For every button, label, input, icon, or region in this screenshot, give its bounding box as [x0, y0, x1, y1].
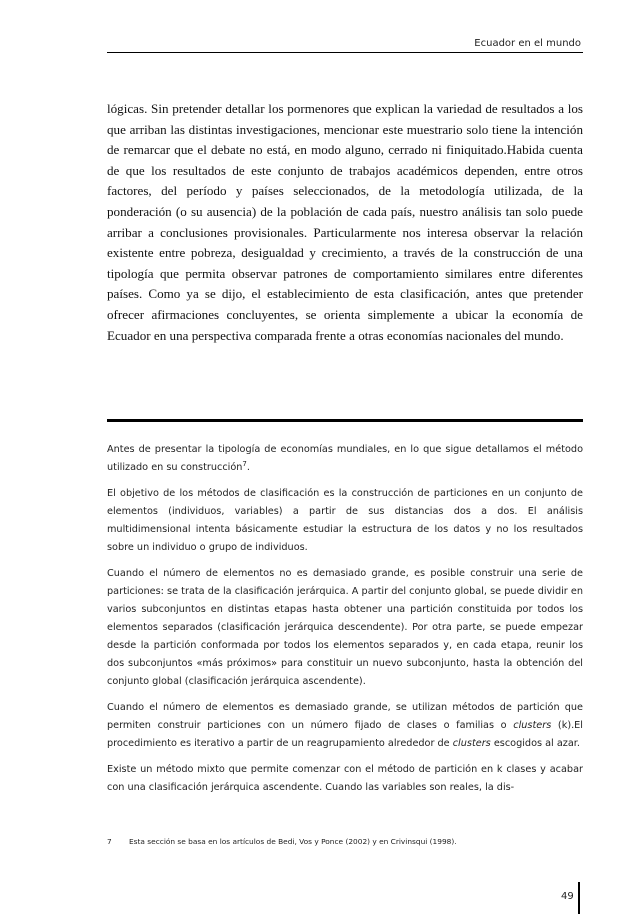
method-paragraph-4: [107, 699, 583, 753]
method-paragraph-1-text: Antes de presentar la tipología de economías mundiales, en lo que sigue detallamos el método utilizado en su construcción: [107, 444, 583, 473]
header-rule: [107, 52, 583, 53]
footnote-number: 7: [107, 837, 112, 846]
intro-paragraph: lógicas. Sin pretender detallar los pormenores que explican la variedad de resultados a los que arriban las distintas investigaciones, mencionar este muestrario solo tiene la intención de remarcar que el debate no está, en modo alguno, cerrado ni finiquitado.Habida cuenta de que los resultados de este conjunto de trabajos académicos dependen, entre otros factores, del período y países seleccionados, de la metodología utilizada, de la ponderación (o su ausencia) de la población de cada país, nuestro análisis tan solo puede arribar a conclusiones provisionales. Particularmente nos interesa observar la relación existente entre pobreza, desigualdad y crecimiento, a través de la construcción de una tipología que permita observar patrones de comportamiento similares entre diferentes países. Como ya se dijo, el establecimiento de esta clasificación, antes que pretender ofrecer afirmaciones concluyentes, se orienta simplemente a ubicar la economía de Ecuador en una perspectiva comparada frente a otras economías nacionales del mundo.: [107, 101, 583, 343]
clusters-term-1: clusters: [513, 720, 552, 731]
footnote: [107, 837, 583, 846]
method-paragraph-5: Existe un método mixto que permite comenzar con el método de partición en k clases y acabar con una clasificación jerárquica ascendente. Cuando las variables son reales, la dis-: [107, 764, 583, 793]
footnote-reference: 7: [242, 459, 247, 468]
method-paragraph-4-b: (k).El procedimiento es iterativo a partir de un reagrupamiento alrededor de: [107, 720, 583, 749]
clusters-term-2: clusters: [452, 738, 491, 749]
footnote-text: Esta sección se basa en los artículos de Bedi, Vos y Ponce (2002) y en Crivinsqui (1998).: [129, 837, 457, 846]
method-paragraph-2: El objetivo de los métodos de clasificación es la construcción de particiones en un conjunto de elementos (individuos, variables) a partir de sus distancias dos a dos. El análisis multidimensional intenta básicamente estudiar la estructura de los datos y no los resultados sobre un individuo o grupo de individuos.: [107, 488, 583, 553]
section-divider: [107, 419, 583, 422]
page-number-bar: [578, 882, 580, 914]
method-paragraph-4-a: Cuando el número de elementos es demasiado grande, se utilizan métodos de partición que permiten construir particiones con un número fijado de clases o familias o: [107, 702, 583, 731]
method-paragraph-4-c: escogidos al azar.: [490, 738, 580, 749]
method-paragraph-1-end: .: [246, 462, 250, 473]
method-section: [107, 441, 583, 805]
page-number: 49: [561, 891, 574, 902]
method-paragraph-3: Cuando el número de elementos no es demasiado grande, es posible construir una serie de particiones: se trata de la clasificación jerárquica. A partir del conjunto global, se puede dividir en varios subconjuntos en distintas etapas hasta obtener una partición constituida por todos los elementos separados (clasificación jerárquica descendente). Por otra parte, se puede empezar desde la partición conformada por todos los elementos separados y, en cada etapa, reunir los dos subconjuntos «más próximos» para constituir un nuevo subconjunto, hasta la obtención del conjunto global (clasificación jerárquica ascendente).: [107, 568, 583, 687]
method-paragraph-1: [107, 441, 583, 477]
running-header: Ecuador en el mundo: [474, 38, 581, 49]
